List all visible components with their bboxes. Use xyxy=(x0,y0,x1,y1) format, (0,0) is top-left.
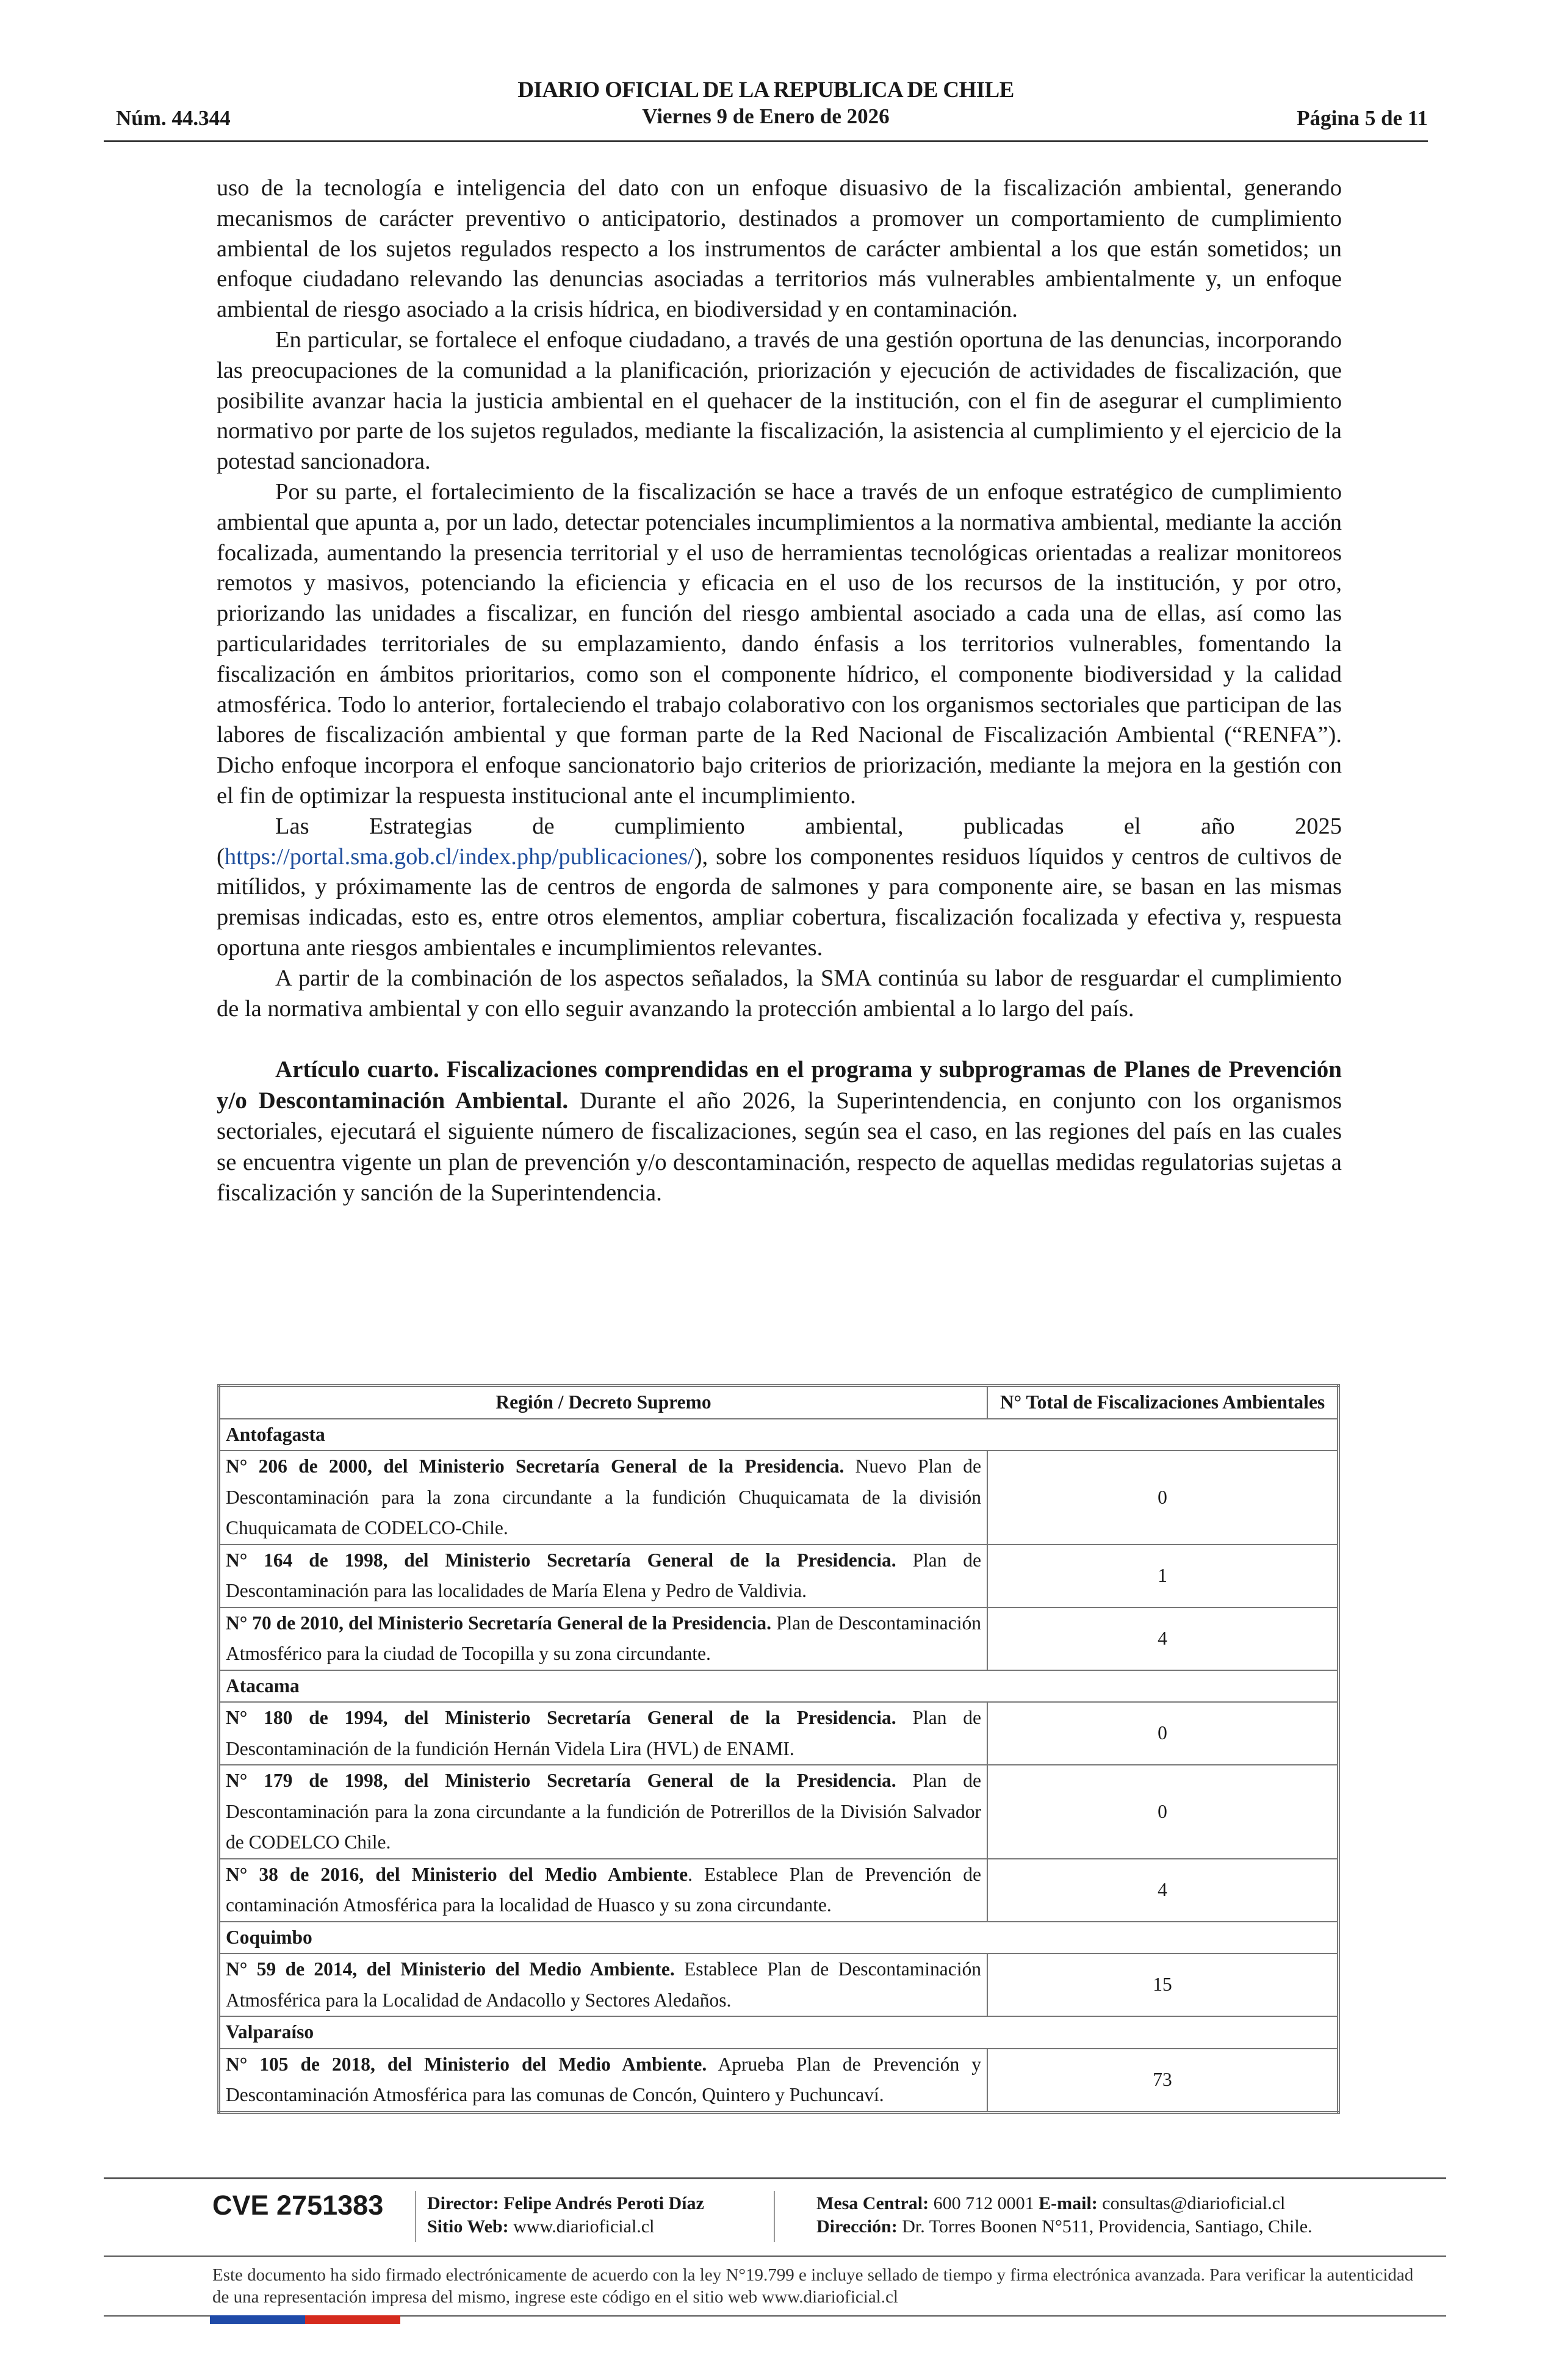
table-row xyxy=(219,1765,1339,1859)
decree-description: Plan de Descontaminación Atmosférico para la ciudad de Tocopilla y su zona circundante. xyxy=(226,1612,981,1664)
flag-red-segment xyxy=(305,2315,400,2324)
decree-cell xyxy=(219,1545,988,1607)
inspection-count: 4 xyxy=(987,1859,1339,1922)
website-line xyxy=(427,2215,704,2238)
inspection-count: 4 xyxy=(987,1607,1339,1670)
decree-cell xyxy=(219,1953,988,2016)
flag-blue-segment xyxy=(210,2315,305,2324)
paragraph-4 xyxy=(217,812,1342,964)
inspection-count: 1 xyxy=(987,1545,1339,1607)
decree-reference: N° 38 de 2016, del Ministerio del Medio Ambiente xyxy=(226,1863,688,1885)
inspection-count: 73 xyxy=(987,2049,1339,2113)
footer-divider xyxy=(415,2191,416,2242)
page-footer xyxy=(104,2177,1446,2336)
decree-cell xyxy=(219,1451,988,1545)
mesa-phone: 600 712 0001 xyxy=(929,2193,1039,2213)
table-row xyxy=(219,1607,1339,1670)
inspection-count: 0 xyxy=(987,1702,1339,1765)
contact-line xyxy=(774,2192,1445,2215)
inspection-count: 0 xyxy=(987,1765,1339,1859)
decree-cell xyxy=(219,1765,988,1859)
decree-description: Plan de Descontaminación de la fundición Hernán Videla Lira (HVL) de ENAMI. xyxy=(226,1707,982,1759)
decree-cell xyxy=(219,1702,988,1765)
paragraph-1: uso de la tecnología e inteligencia del dato con un enfoque disuasivo de la fiscalización ambiental, generando mecanismos de carácter preventivo o anticipatorio, destinados a promover un comportamiento de cumplimiento ambiental de los sujetos regulados respecto a los instrumentos de carácter ambiental a los que están sometidos; un enfoque ciudadano relevando las denuncias asociadas a territorios más vulnerables ambientalmente y, un enfoque ambiental de riesgo asociado a la crisis hídrica, en biodiversidad y en contaminación. xyxy=(217,175,1342,323)
website-label: Sitio Web: xyxy=(427,2216,509,2237)
region-row xyxy=(219,2016,1339,2049)
decree-reference: N° 105 de 2018, del Ministerio del Medio Ambiente. xyxy=(226,2053,707,2075)
address-line xyxy=(774,2215,1445,2238)
inspection-count: 0 xyxy=(987,1451,1339,1545)
article-cuarto xyxy=(217,1055,1342,1209)
decree-cell xyxy=(219,1859,988,1922)
decree-description: Aprueba Plan de Prevención y Descontaminación Atmosférica para las comunas de Concón, Quintero y Puchuncaví. xyxy=(226,2053,981,2105)
newspaper-title: DIARIO OFICIAL DE LA REPUBLICA DE CHILE xyxy=(517,78,1014,103)
director-name: Felipe Andrés Peroti Díaz xyxy=(499,2193,704,2213)
paragraph-4-text-a: Las Estrategias de cumplimiento ambiental, publicadas el año 2025 ( xyxy=(217,813,1342,870)
table-row xyxy=(219,1953,1339,2016)
paragraph-4-text-b: ), sobre los componentes residuos líquidos y centros de cultivos de mitílidos, y próximamente las de centros de engorda de salmones y para componente aire, se basan en las mismas premisas indicadas, esto es, entre otros elementos, ampliar cobertura, fiscalización focalizada y efectiva y, respuesta oportuna ante riesgos ambientales e incumplimientos relevantes. xyxy=(217,843,1342,961)
page-header xyxy=(104,77,1428,144)
table-row xyxy=(219,2049,1339,2113)
header-rule xyxy=(104,140,1428,142)
decree-reference: N° 206 de 2000, del Ministerio Secretaría General de la Presidencia. xyxy=(226,1455,845,1477)
cve-code: CVE 2751383 xyxy=(212,2190,384,2221)
document-body xyxy=(217,173,1342,1209)
director-label: Director: xyxy=(427,2193,499,2213)
decree-reference: N° 59 de 2014, del Ministerio del Medio Ambiente. xyxy=(226,1958,675,1980)
decree-description: . Establece Plan de Prevención de contaminación Atmosférica para la localidad de Huasco y su zona circundante. xyxy=(226,1863,981,1916)
region-row xyxy=(219,1922,1339,1954)
mesa-label: Mesa Central: xyxy=(816,2193,929,2213)
decree-reference: N° 180 de 1994, del Ministerio Secretaría General de la Presidencia. xyxy=(226,1707,896,1728)
issue-number: Núm. 44.344 xyxy=(116,106,231,130)
table-row xyxy=(219,1859,1339,1922)
publications-link[interactable]: https://portal.sma.gob.cl/index.php/publicaciones/ xyxy=(224,843,694,870)
paragraph-2: En particular, se fortalece el enfoque ciudadano, a través de una gestión oportuna de las denuncias, incorporando las preocupaciones de la comunidad a la planificación, priorización y ejecución de actividades de fiscalización, que posibilite avanzar hacia la justicia ambiental en el quehacer de la institución, con el fin de asegurar el cumplimiento normativo por parte de los sujetos regulados, mediante la fiscalización, la asistencia al cumplimiento y el ejercicio de la potestad sancionadora. xyxy=(217,326,1342,475)
column-header-region: Región / Decreto Supremo xyxy=(219,1386,988,1419)
table-row xyxy=(219,1545,1339,1607)
decree-description: Plan de Descontaminación para las localidades de María Elena y Pedro de Valdivia. xyxy=(226,1549,982,1601)
footer-rule-middle xyxy=(104,2256,1446,2257)
region-name: Antofagasta xyxy=(219,1419,1339,1451)
footer-contact-block xyxy=(774,2192,1445,2238)
table-row xyxy=(219,1451,1339,1545)
region-name: Atacama xyxy=(219,1670,1339,1703)
decree-description: Nuevo Plan de Descontaminación para la zona circundante a la fundición Chuquicamata de la división Chuquicamata de CODELCO-Chile. xyxy=(226,1455,981,1538)
decree-description: Establece Plan de Descontaminación Atmosférica para la Localidad de Andacollo y Sectores Aledaños. xyxy=(226,1958,981,2011)
decree-cell xyxy=(219,1607,988,1670)
article-heading: Artículo cuarto. Fiscalizaciones comprendidas en el programa y subprogramas de Planes de Prevención y/o Descontaminación Ambiental. xyxy=(217,1056,1342,1114)
decree-reference: N° 70 de 2010, del Ministerio Secretaría General de la Presidencia. xyxy=(226,1612,771,1634)
decree-cell xyxy=(219,2049,988,2113)
paragraph-5: A partir de la combinación de los aspectos señalados, la SMA continúa su labor de resguardar el cumplimiento de la normativa ambiental y con ello seguir avanzando la protección ambiental a lo largo del país. xyxy=(217,965,1342,1022)
masthead xyxy=(104,77,1428,129)
article-text: Durante el año 2026, la Superintendencia, en conjunto con los organismos sectoriales, ejecutará el siguiente número de fiscalizaciones, según sea el caso, en las regiones del país en las cuales se encuentra vigente un plan de prevención y/o descontaminación, respecto de aquellas medidas regulatorias sujetas a fiscalización y sanción de la Superintendencia. xyxy=(217,1087,1342,1206)
region-name: Valparaíso xyxy=(219,2016,1339,2049)
column-header-count: N° Total de Fiscalizaciones Ambientales xyxy=(987,1386,1339,1419)
website-link[interactable]: www.diarioficial.cl xyxy=(508,2216,655,2237)
region-name: Coquimbo xyxy=(219,1922,1339,1954)
address-value: Dr. Torres Boonen N°511, Providencia, Santiago, Chile. xyxy=(897,2216,1313,2237)
director-line xyxy=(427,2192,704,2215)
table-header-row xyxy=(219,1386,1339,1419)
table-row xyxy=(219,1702,1339,1765)
footer-rule-top xyxy=(104,2177,1446,2179)
inspections-table xyxy=(217,1384,1340,2114)
signature-notice: Este documento ha sido firmado electrónicamente de acuerdo con la ley N°19.799 e incluye sellado de tiempo y firma electrónica avanzada. Para verificar la autenticidad de una representación impresa del mismo, ingrese este código en el sitio web www.diarioficial.cl xyxy=(212,2265,1414,2307)
region-row xyxy=(219,1670,1339,1703)
email-label: E-mail: xyxy=(1039,2193,1098,2213)
issue-date: Viernes 9 de Enero de 2026 xyxy=(642,104,890,128)
address-label: Dirección: xyxy=(816,2216,898,2237)
chile-flag-stripe xyxy=(210,2315,400,2324)
inspection-count: 15 xyxy=(987,1953,1339,2016)
region-row xyxy=(219,1419,1339,1451)
email-link[interactable]: consultas@diarioficial.cl xyxy=(1097,2193,1286,2213)
paragraph-3: Por su parte, el fortalecimiento de la fiscalización se hace a través de un enfoque estratégico de cumplimiento ambiental que apunta a, por un lado, detectar potenciales incumplimientos a la normativa ambiental, mediante la acción focalizada, aumentando la presencia territorial y el uso de herramientas tecnológicas orientadas a realizar monitoreos remotos y masivos, potenciando la eficiencia y eficacia en el uso de los recursos de la institución, y por otro, priorizando las unidades a fiscalizar, en función del riesgo ambiental asociado a cada una de ellas, así como las particularidades territoriales de su emplazamiento, dando énfasis a los territorios vulnerables, fomentando la fiscalización en ámbitos prioritarios, como son el componente hídrico, el componente biodiversidad y la calidad atmosférica. Todo lo anterior, fortaleciendo el trabajo colaborativo con los organismos sectoriales que participan de las labores de fiscalización ambiental y que forman parte de la Red Nacional de Fiscalización Ambiental (“RENFA”). Dicho enfoque incorpora el enfoque sancionatorio bajo criterios de priorización, mediante la mejora en la gestión con el fin de optimizar la respuesta institucional ante el incumplimiento. xyxy=(217,478,1342,809)
footer-director-block xyxy=(427,2192,704,2238)
decree-description: Plan de Descontaminación para la zona circundante a la fundición de Potrerillos de la División Salvador de CODELCO Chile. xyxy=(226,1770,982,1853)
page-indicator: Página 5 de 11 xyxy=(1297,106,1428,130)
decree-reference: N° 164 de 1998, del Ministerio Secretaría General de la Presidencia. xyxy=(226,1549,896,1571)
decree-reference: N° 179 de 1998, del Ministerio Secretaría General de la Presidencia. xyxy=(226,1770,896,1791)
